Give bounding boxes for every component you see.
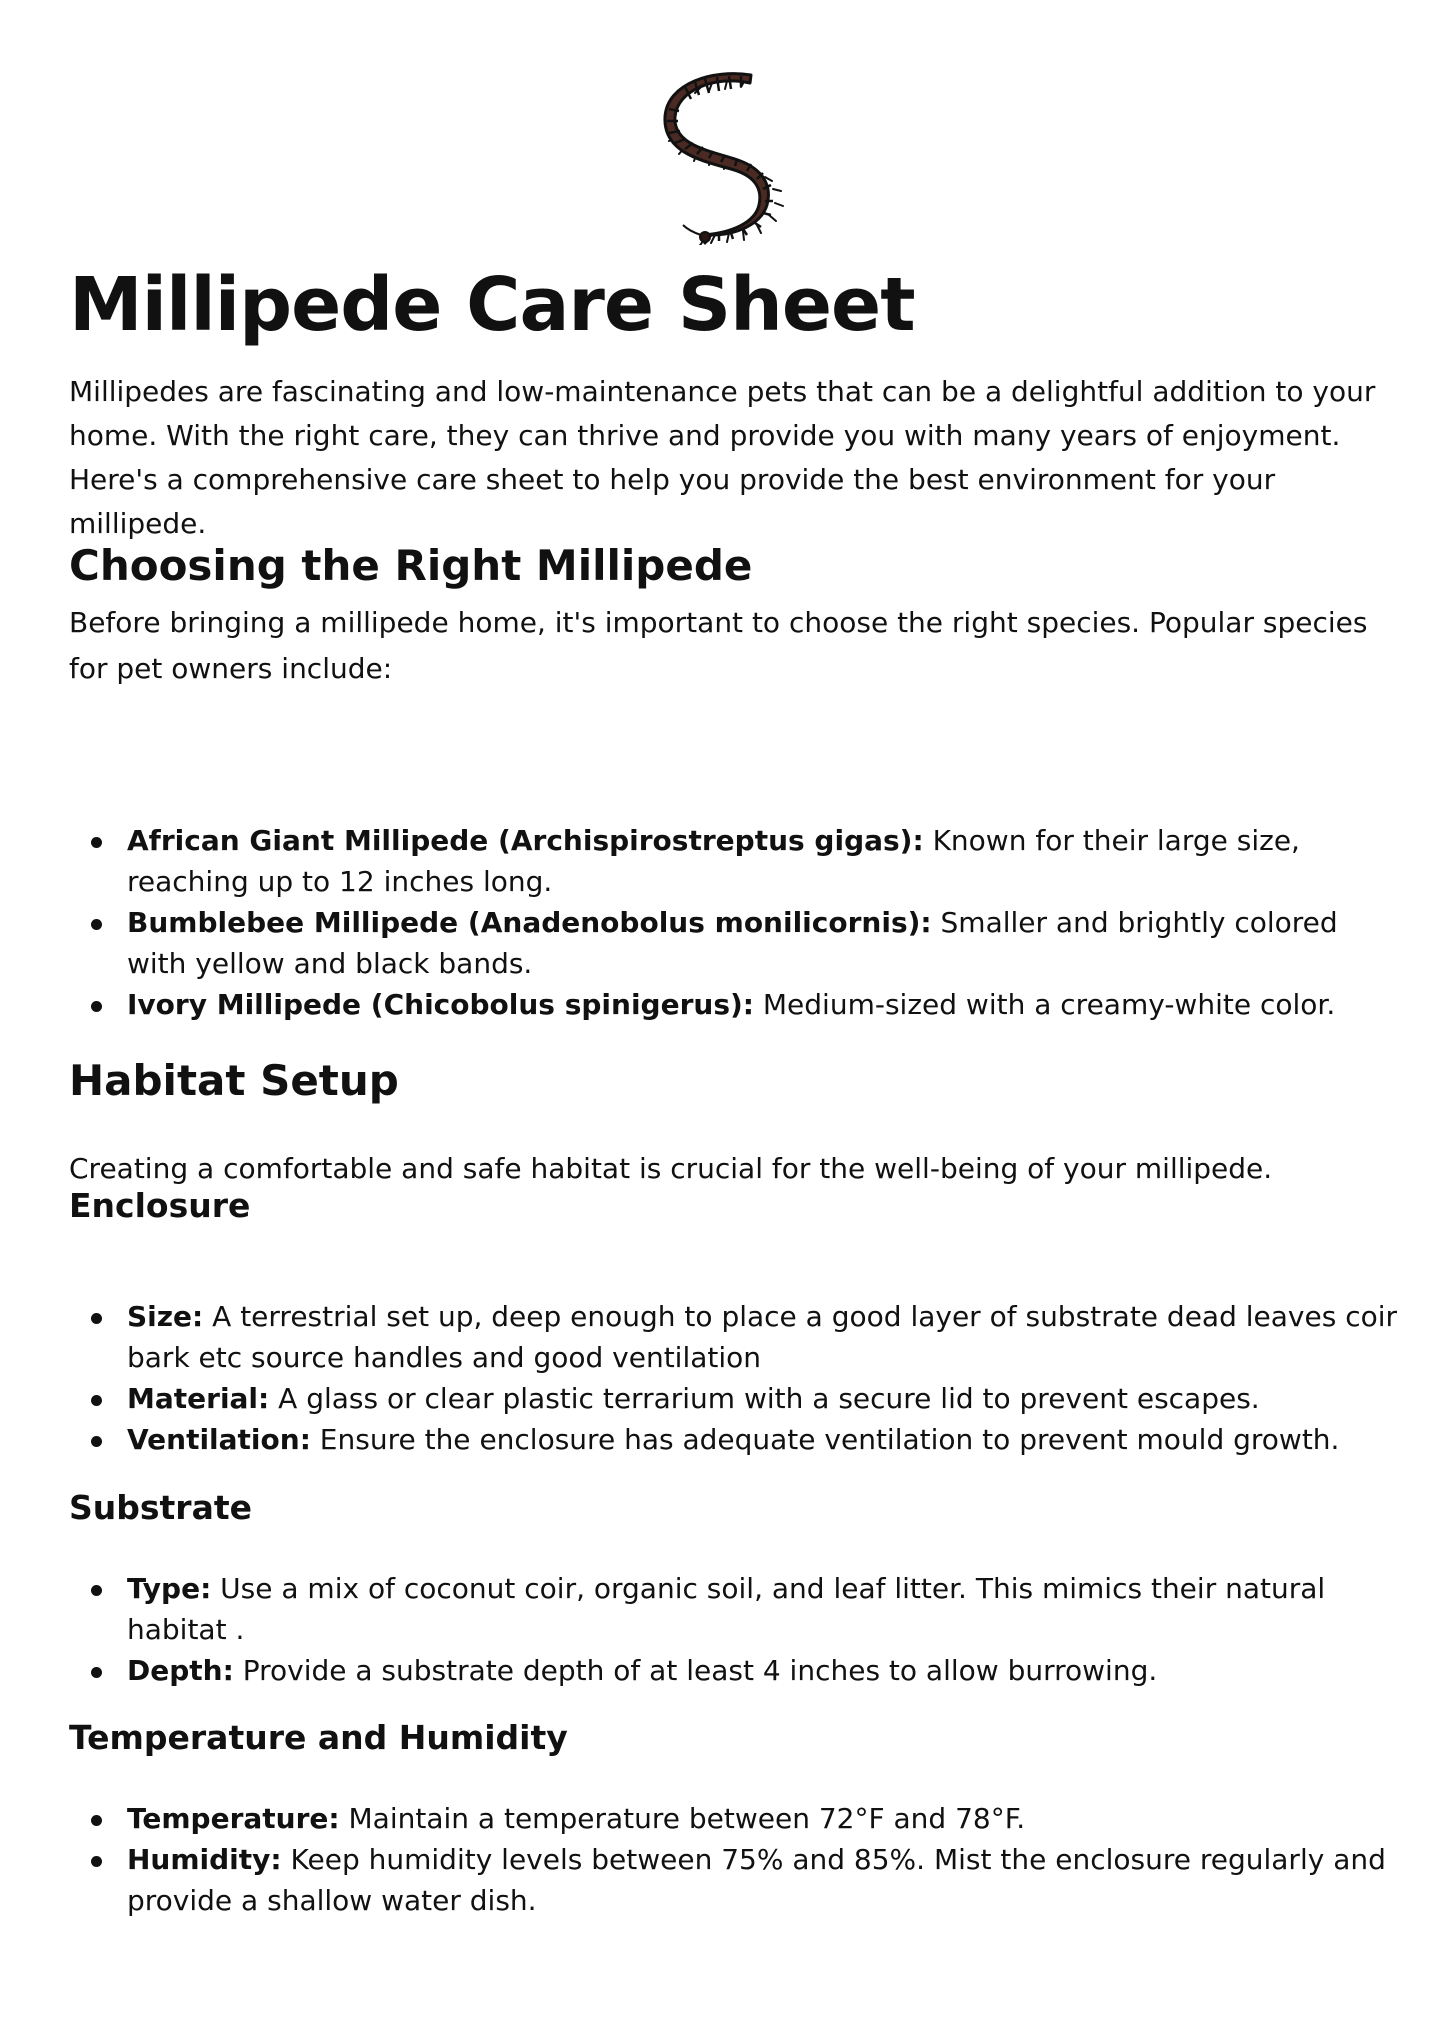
- list-item: Depth: Provide a substrate depth of at least 4 inches to allow burrowing.: [69, 1650, 1399, 1691]
- substrate-heading: Substrate: [69, 1488, 252, 1527]
- millipede-body: [665, 74, 769, 243]
- list-item: Material: A glass or clear plastic terrarium with a secure lid to prevent escapes.: [69, 1378, 1399, 1419]
- choosing-heading: Choosing the Right Millipede: [69, 541, 753, 590]
- millipede-icon: [655, 65, 795, 245]
- species-list: [69, 820, 1399, 1025]
- choosing-paragraph: Before bringing a millipede home, it's important to choose the right species. Popular species for pet owners include:: [69, 606, 1368, 685]
- list-item: Temperature: Maintain a temperature between 72°F and 78°F.: [69, 1798, 1399, 1839]
- list-item: Ivory Millipede (Chicobolus spinigerus): Medium-sized with a creamy-white color.: [69, 984, 1399, 1025]
- list-item: Bumblebee Millipede (Anadenobolus monilicornis): Smaller and brightly colored with yellow and black bands.: [69, 902, 1399, 984]
- temperature-humidity-heading: Temperature and Humidity: [69, 1718, 568, 1757]
- millipede-head: [700, 232, 710, 242]
- page-title: Millipede Care Sheet: [69, 262, 915, 348]
- list-item: Type: Use a mix of coconut coir, organic soil, and leaf litter. This mimics their natural habitat .: [69, 1568, 1399, 1650]
- millipede-antennae: [683, 225, 703, 245]
- enclosure-list: [69, 1296, 1399, 1460]
- intro-paragraph: Millipedes are fascinating and low-maintenance pets that can be a delightful addition to your home. With the right care, they can thrive and provide you with many years of enjoyment. Here's a comprehensive care sheet to help you provide the best environment for your millipede.: [69, 375, 1376, 540]
- temperature-humidity-list: [69, 1798, 1399, 1921]
- habitat-paragraph: Creating a comfortable and safe habitat is crucial for the well-being of your millipede.: [69, 1152, 1273, 1185]
- enclosure-heading: Enclosure: [69, 1186, 251, 1225]
- list-item: Humidity: Keep humidity levels between 75% and 85%. Mist the enclosure regularly and provide a shallow water dish.: [69, 1839, 1399, 1921]
- list-item: Size: A terrestrial set up, deep enough to place a good layer of substrate dead leaves coir bark etc source handles and good ventilation: [69, 1296, 1399, 1378]
- habitat-heading: Habitat Setup: [69, 1056, 399, 1105]
- substrate-list: [69, 1568, 1399, 1691]
- list-item: Ventilation: Ensure the enclosure has adequate ventilation to prevent mould growth.: [69, 1419, 1399, 1460]
- list-item: African Giant Millipede (Archispirostreptus gigas): Known for their large size, reaching up to 12 inches long.: [69, 820, 1399, 902]
